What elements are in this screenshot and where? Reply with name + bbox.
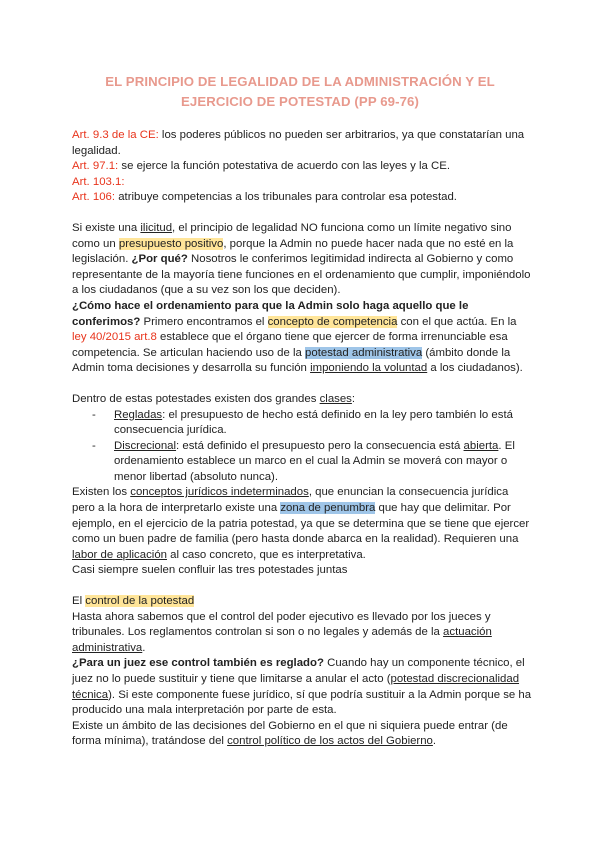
highlight-yellow: control de la potestad xyxy=(85,595,195,608)
text: . xyxy=(432,735,437,748)
text: que hay que delimitar. Por ejemplo, en el ejercicio de la patria potestad, ya que se determina que se tiene que ejercer como un buen padre de familia (pero hasta donde abarca en la realidad). Requieren una xyxy=(72,502,530,546)
article-ref: Art. 103.1: xyxy=(72,175,125,188)
text: al caso concreto, que es interpretativa. xyxy=(167,548,366,561)
classes-section xyxy=(72,392,532,579)
underlined-term: Regladas xyxy=(114,408,163,421)
paragraph xyxy=(72,485,532,563)
article-line xyxy=(72,128,532,159)
article-line xyxy=(72,159,532,175)
control-section xyxy=(72,594,532,750)
spacer xyxy=(72,206,532,221)
text: a los ciudadanos). xyxy=(427,362,523,375)
title-line-2: EJERCICIO DE POTESTAD (PP 69-76) xyxy=(181,94,419,109)
paragraph: Casi siempre suelen confluir las tres potestades juntas xyxy=(72,564,348,577)
text: ). Si este componente fuese jurídico, sí que podría sustituir a la Admin porque se ha producido una mala interpretación por parte de esta. xyxy=(72,688,532,717)
article-line xyxy=(72,175,532,191)
underlined-term: potestad discrecionalidad técnica xyxy=(72,673,520,701)
law-reference: ley 40/2015 art.8 xyxy=(72,331,157,344)
article-ref: Art. 9.3 de la CE: xyxy=(72,129,159,141)
article-line xyxy=(72,190,532,206)
document-body xyxy=(72,128,532,750)
text: , porque la Admin no puede hacer nada que no esté en la legislación. xyxy=(72,237,514,266)
article-text: los poderes públicos no pueden ser arbitrarios, ya que constatarían una legalidad. xyxy=(72,129,525,157)
text: Hasta ahora sabemos que el control del poder ejecutivo es llevado por los jueces y tribunales. Los reglamentos controlan si son o no legales y además de la xyxy=(72,610,491,639)
highlight-blue: potestad administrativa xyxy=(305,346,423,359)
text: . El ordenamiento establece un marco en el cual la Admin se moverá con mayor o menor libertad (absoluto nunca). xyxy=(114,439,515,483)
paragraph xyxy=(72,656,532,718)
underlined-term: clases xyxy=(319,392,352,405)
underlined-term: Discrecional xyxy=(114,439,177,452)
text: , el principio de legalidad NO funciona como un límite negativo sino como un xyxy=(72,221,512,250)
article-ref: Art. 97.1: xyxy=(72,160,119,173)
underlined-term: actuación administrativa xyxy=(72,626,492,654)
document-title xyxy=(60,72,540,112)
articles-section xyxy=(72,128,532,206)
text: : el presupuesto de hecho está definido en la ley pero también lo está consecuencia jurídica. xyxy=(114,408,513,437)
text: Existe un ámbito de las decisiones del Gobierno en el que ni siquiera puede entrar (de forma mínima), tratándose del xyxy=(72,719,508,748)
text: . xyxy=(142,641,146,654)
list-item xyxy=(92,439,532,486)
text: con el que actúa. En la xyxy=(397,315,517,328)
underlined-term: conceptos jurídicos indeterminados xyxy=(130,486,309,499)
bold-question: ¿Para un juez ese control también es reglado? xyxy=(72,657,324,670)
text: , que enuncian la consecuencia jurídica pero a la hora de interpretarlo existe una xyxy=(72,486,509,515)
underlined-term: abierta xyxy=(463,439,499,452)
highlight-blue: zona de penumbra xyxy=(280,502,376,515)
article-text: atribuye competencias a los tribunales para controlar esa potestad. xyxy=(115,191,457,204)
paragraph xyxy=(72,221,532,299)
bold-question: ¿Por qué? xyxy=(131,253,188,266)
paragraph xyxy=(72,299,532,377)
underlined-term: control político de los actos del Gobierno xyxy=(227,735,433,748)
paragraph xyxy=(72,719,532,750)
text: Primero encontramos el xyxy=(140,315,268,328)
text: Cuando hay un componente técnico, el juez no lo puede sustituir y tiene que limitarse a anular el acto ( xyxy=(72,657,525,685)
list-item xyxy=(92,408,532,439)
highlight-yellow: presupuesto positivo xyxy=(118,237,224,250)
text: Dentro de estas potestades existen dos grandes xyxy=(72,392,320,405)
underlined-term: ilicitud xyxy=(140,221,173,234)
text: : está definido el presupuesto pero la consecuencia está xyxy=(176,439,464,452)
spacer xyxy=(72,377,532,392)
text: : xyxy=(351,392,356,405)
highlight-yellow: concepto de competencia xyxy=(267,315,398,328)
underlined-term: labor de aplicación xyxy=(72,548,167,561)
section-heading xyxy=(72,594,532,610)
article-ref: Art. 106: xyxy=(72,191,116,204)
text: establece que el órgano tiene que ejercer de forma irrenunciable esa competencia. Se articulan haciendo uso de la xyxy=(72,331,508,359)
title-line-1: EL PRINCIPIO DE LEGALIDAD DE LA ADMINISTRACIÓN Y EL xyxy=(105,74,495,89)
text: El xyxy=(72,595,86,608)
bold-question: ¿Cómo hace el ordenamiento para que la Admin solo haga aquello que le conferimos? xyxy=(72,299,469,328)
spacer xyxy=(72,579,532,594)
classes-list xyxy=(72,408,532,486)
text: Nosotros le conferimos legitimidad indirecta al Gobierno y como representante de la mayoría tiene funciones en el ordenamiento que cumplir, imponiéndolo a los ciudadanos (que a su vez son los que deciden). xyxy=(72,253,531,297)
paragraph xyxy=(72,610,532,657)
paragraph xyxy=(72,392,532,408)
text: (ámbito donde la Admin toma decisiones y desarrolla su función xyxy=(72,346,511,375)
article-text: se ejerce la función potestativa de acuerdo con las leyes y la CE. xyxy=(118,160,451,173)
underlined-term: imponiendo la voluntad xyxy=(310,362,428,375)
text: Existen los xyxy=(72,486,131,499)
text: Si existe una xyxy=(72,221,141,234)
legality-section xyxy=(72,221,532,377)
